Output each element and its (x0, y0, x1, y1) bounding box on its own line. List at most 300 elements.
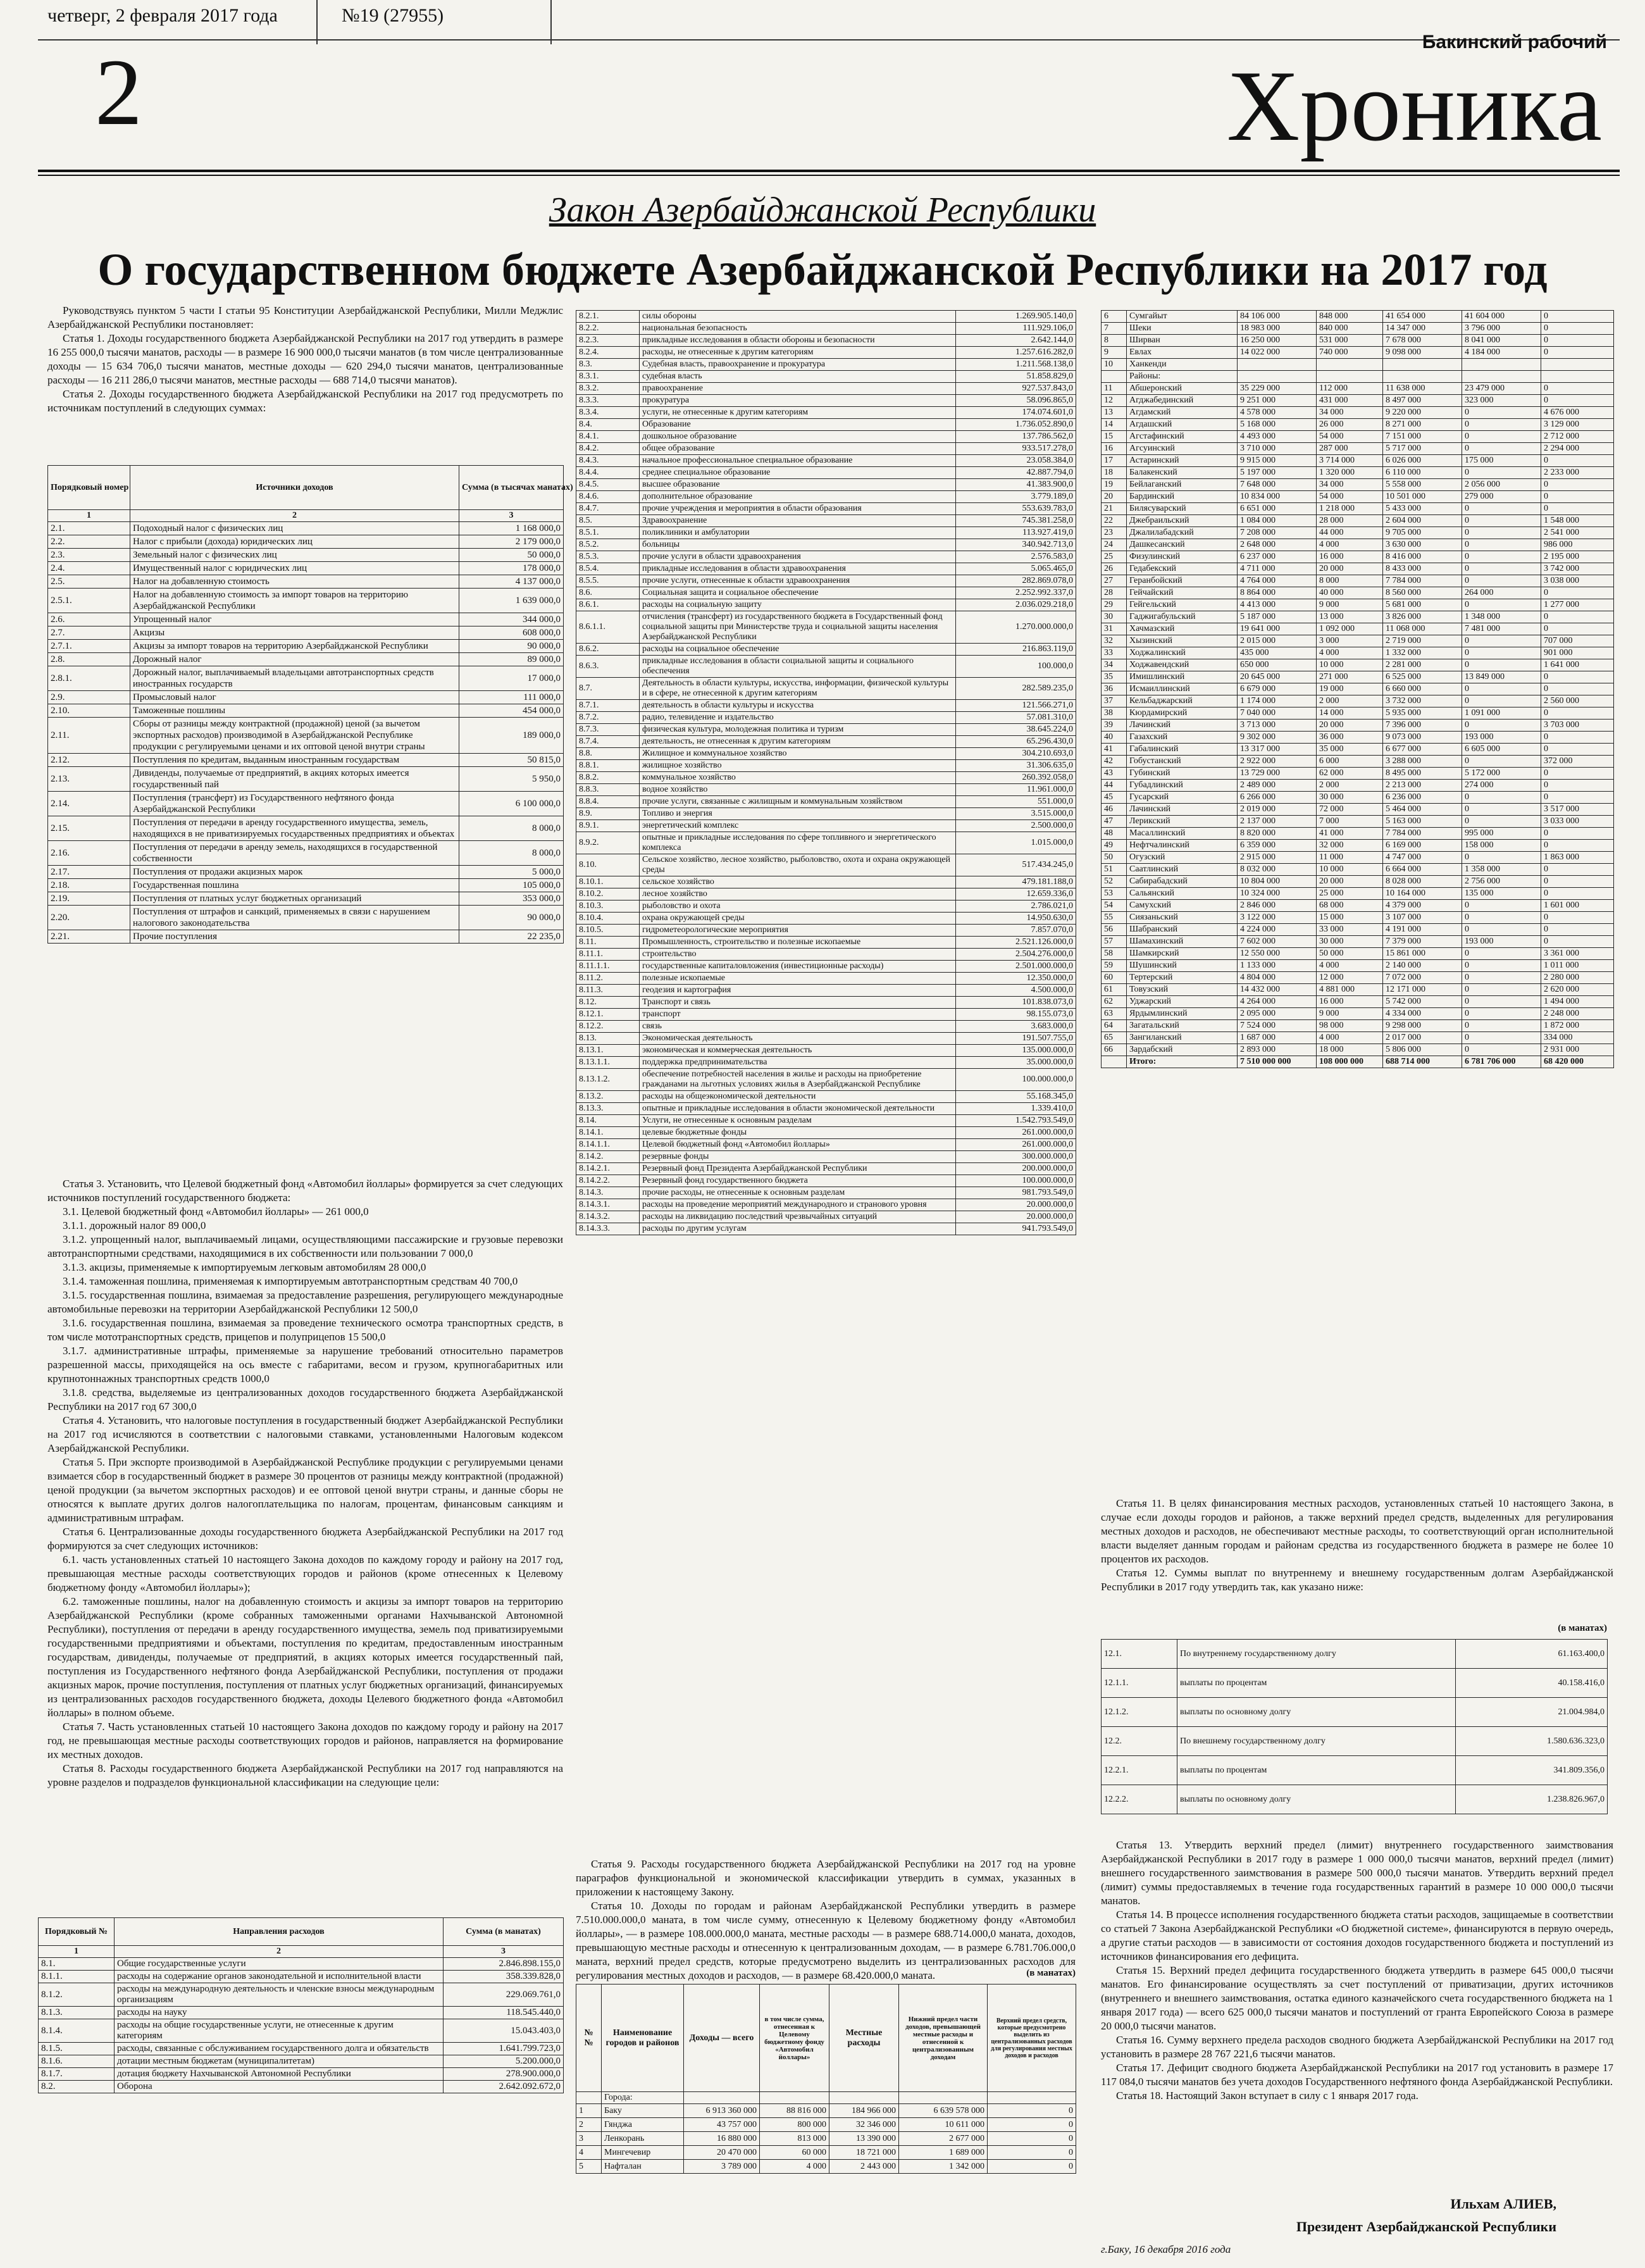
table-cell: 5 742 000 (1383, 996, 1462, 1008)
table-row (48, 906, 564, 930)
table-cell: сельское хозяйство (640, 876, 956, 888)
table-cell: 40.158.416,0 (1456, 1669, 1608, 1698)
table-cell: 2 443 000 (829, 2160, 899, 2174)
table-cell (1317, 359, 1383, 371)
table-cell: 927.537.843,0 (956, 383, 1076, 395)
table-cell: 60 000 (760, 2146, 829, 2160)
expense-table-mid (576, 310, 1076, 1235)
table-row (1102, 984, 1614, 996)
table-cell: 40 (1102, 732, 1127, 744)
table-cell: 0 (1462, 599, 1541, 611)
table-cell: 5 (576, 2160, 602, 2174)
table-cell: 0 (1541, 936, 1614, 948)
table-row (576, 656, 1076, 678)
table-row (576, 712, 1076, 724)
table-cell: 6 664 000 (1383, 864, 1462, 876)
table-row (1102, 1698, 1608, 1727)
table-cell: экономическая и коммерческая деятельность (640, 1045, 956, 1057)
table-cell: 2.13. (48, 767, 130, 792)
table-cell: 3 742 000 (1541, 563, 1614, 575)
table-cell: 2 140 000 (1383, 960, 1462, 972)
table-cell: 800 000 (760, 2118, 829, 2132)
table-cell: 16 000 (1317, 996, 1383, 1008)
table-cell: 8.7.2. (576, 712, 640, 724)
table-row (576, 359, 1076, 371)
table-cell: 13 729 000 (1238, 768, 1317, 780)
table-row (576, 913, 1076, 925)
table-cell: 1 320 000 (1317, 467, 1383, 479)
table-cell: Лачинский (1127, 720, 1238, 732)
table-cell: Агдамский (1127, 407, 1238, 419)
table-cell: 1 348 000 (1462, 611, 1541, 623)
table-cell: 3 038 000 (1541, 575, 1614, 587)
table-cell: Евлах (1127, 347, 1238, 359)
table-cell: судебная власть (640, 371, 956, 383)
table-cell: 65.296.430,0 (956, 736, 1076, 748)
table-cell (1383, 359, 1462, 371)
table-cell: 13 849 000 (1462, 671, 1541, 683)
table-cell: 100.000.000,0 (956, 1069, 1076, 1091)
table-cell: дотация бюджету Нахчыванской Автономной Республики (115, 2068, 444, 2081)
table-cell: 5 806 000 (1383, 1044, 1462, 1056)
table-cell: 38 (1102, 707, 1127, 720)
table-cell: 200.000.000,0 (956, 1163, 1076, 1175)
table-cell: 4 191 000 (1383, 924, 1462, 936)
col-number: 2 (130, 510, 459, 522)
table-row (1102, 1640, 1608, 1669)
col-header: Нижний предел части доходов, превышающей местные расходы и отнесенной к централизованным доходам (899, 1984, 988, 2092)
col-header: Сумма (в манатах) (444, 1918, 564, 1946)
table-cell: 1 (576, 2104, 602, 2118)
table-cell: 11 (1102, 383, 1127, 395)
table-row (576, 383, 1076, 395)
table-cell: 89 000,0 (459, 653, 564, 666)
col-number: 1 (48, 510, 130, 522)
table-cell: 10 804 000 (1238, 876, 1317, 888)
issue-number: №19 (27955) (342, 5, 444, 26)
table-cell: Поступления от платных услуг бюджетных организаций (130, 892, 459, 906)
table-cell: 323 000 (1462, 395, 1541, 407)
table-row (1102, 383, 1614, 395)
table-cell: 8.8.1. (576, 760, 640, 772)
table-cell: Промысловый налог (130, 691, 459, 704)
table-cell: 11 068 000 (1383, 623, 1462, 635)
table-cell: 334 000 (1541, 1032, 1614, 1044)
table-cell: 8.11.1. (576, 949, 640, 961)
table-row (576, 1009, 1076, 1021)
table-cell (1462, 359, 1541, 371)
table-row (576, 527, 1076, 539)
table-cell: 30 000 (1317, 936, 1383, 948)
table-cell: 4 334 000 (1383, 1008, 1462, 1020)
table-cell: Агдашский (1127, 419, 1238, 431)
table-cell: 46 (1102, 804, 1127, 816)
table-cell: 8 497 000 (1383, 395, 1462, 407)
table-row (576, 1127, 1076, 1139)
total-cell: 6 781 706 000 (1462, 1056, 1541, 1068)
table-cell: 1 332 000 (1383, 647, 1462, 659)
table-cell: 986 000 (1541, 539, 1614, 551)
table-cell: 8.4.3. (576, 455, 640, 467)
table-cell: Загатальский (1127, 1020, 1238, 1032)
table-cell: 0 (1462, 756, 1541, 768)
table-cell: 11 000 (1317, 852, 1383, 864)
table-cell: 8.5.1. (576, 527, 640, 539)
table-cell: 8.1.3. (39, 2007, 115, 2019)
table-cell: 54 000 (1317, 431, 1383, 443)
table-cell: 0 (1462, 659, 1541, 671)
table-row (576, 854, 1076, 876)
table-row (576, 772, 1076, 784)
table-cell: 8 416 000 (1383, 551, 1462, 563)
table-cell: 0 (988, 2146, 1076, 2160)
table-cell: 40 000 (1317, 587, 1383, 599)
table-cell: Уджарский (1127, 996, 1238, 1008)
table-cell: 5 000,0 (459, 866, 564, 879)
col-number: 3 (444, 1946, 564, 1958)
table-cell: Таможенные пошлины (130, 704, 459, 718)
table-cell: 8.3.3. (576, 395, 640, 407)
table-row (48, 767, 564, 792)
table-cell: 8.12.1. (576, 1009, 640, 1021)
col-header: Наименование городов и районов (602, 1984, 684, 2092)
table-cell: поддержка предпринимательства (640, 1057, 956, 1069)
table-cell: 0 (1462, 503, 1541, 515)
table-cell: 8.10.2. (576, 888, 640, 900)
table-cell: 8.9. (576, 808, 640, 820)
table-cell: 8 (1102, 335, 1127, 347)
table-cell: 8.5.5. (576, 575, 640, 587)
table-row (1102, 599, 1614, 611)
table-row (48, 549, 564, 562)
table-cell: 1.270.000.000,0 (956, 611, 1076, 644)
table-cell: 8.6.2. (576, 644, 640, 656)
table-cell: 6 237 000 (1238, 551, 1317, 563)
table-cell: 8.10.5. (576, 925, 640, 937)
table-cell: 4 000 (1317, 1032, 1383, 1044)
table-cell: 6 359 000 (1238, 840, 1317, 852)
table-cell: расходы, связанные с обслуживанием государственного долга и обязательств (115, 2043, 444, 2055)
table-cell: 8.7. (576, 678, 640, 700)
table-cell: 2 000 (1317, 780, 1383, 792)
table-cell: 0 (988, 2132, 1076, 2146)
table-row (1102, 671, 1614, 683)
table-cell: 282.869.078,0 (956, 575, 1076, 587)
table-cell: 16 (1102, 443, 1127, 455)
table-cell: 2.3. (48, 549, 130, 562)
table-cell: Услуги, не отнесенные к основным разделам (640, 1115, 956, 1127)
table-cell: 42 (1102, 756, 1127, 768)
table-cell: 1.339.410,0 (956, 1103, 1076, 1115)
table-cell: 2.7.1. (48, 640, 130, 653)
table-cell: 8.1.6. (39, 2055, 115, 2068)
table-cell: 12 000 (1317, 972, 1383, 984)
table-cell: 20.000.000,0 (956, 1211, 1076, 1223)
table-cell: 20 (1102, 491, 1127, 503)
table-row (1102, 864, 1614, 876)
table-cell: 8.10.1. (576, 876, 640, 888)
article-text: 3.1.4. таможенная пошлина, применяемая к импортируемым автотранспортным средствам 40 700,0 (63, 1275, 518, 1287)
table-row (48, 613, 564, 626)
article-text: Статья 15. Верхний предел дефицита государственного бюджета утвердить в размере 645 000,0 тысячи манатов. Его финансирование осуществлять за счет поступлений от приватизации, других источников (внутреннего и внешнего заимствования, остатка единого казначейского счета государственного бюджета на 1 января 2017 года) — всего 625 000,0 тысячи манатов и поступлений от гранта Европейского Союза в размере 20 000,0 тысячи манатов. (1101, 1964, 1613, 2032)
table-cell: 9 298 000 (1383, 1020, 1462, 1032)
table-cell: 8.13.2. (576, 1091, 640, 1103)
table-cell: 8.1.5. (39, 2043, 115, 2055)
table-cell: 608 000,0 (459, 626, 564, 640)
table-row (1102, 695, 1614, 707)
table-cell: 0 (1462, 792, 1541, 804)
table-cell: гидрометеорологические мероприятия (640, 925, 956, 937)
table-cell: 16 880 000 (684, 2132, 760, 2146)
newspaper-name: Бакинский рабочий (1422, 32, 1607, 53)
header-divider (316, 0, 318, 44)
table-cell: 0 (1541, 479, 1614, 491)
table-cell: выплаты по процентам (1177, 1669, 1456, 1698)
table-cell: 0 (1462, 419, 1541, 431)
table-cell: 9 220 000 (1383, 407, 1462, 419)
table-row (48, 930, 564, 944)
table-cell: Гобустанский (1127, 756, 1238, 768)
table-cell: 1.269.905.140,0 (956, 311, 1076, 323)
table-row (1102, 1020, 1614, 1032)
header-divider (550, 0, 552, 44)
table-cell: 6 169 000 (1383, 840, 1462, 852)
table-cell: больницы (640, 539, 956, 551)
table-cell: силы обороны (640, 311, 956, 323)
table-row (1102, 575, 1614, 587)
table-cell: Огузский (1127, 852, 1238, 864)
expense-table-left (38, 1917, 563, 2093)
table-cell: 650 000 (1238, 659, 1317, 671)
article-text: 3.1.2. упрощенный налог, выплачиваемый лицами, осуществляющими пассажирские и грузовые перевозки автотранспортными средствами, находящимися в их собственности или пользовании 7 000,0 (47, 1233, 563, 1259)
table-cell: 5 717 000 (1383, 443, 1462, 455)
table-cell: 4 137 000,0 (459, 575, 564, 589)
table-cell: 39 (1102, 720, 1127, 732)
table-cell: 25 000 (1317, 888, 1383, 900)
table-cell: 2 560 000 (1541, 695, 1614, 707)
table-cell: 8.13.1. (576, 1045, 640, 1057)
table-cell: 8.12.2. (576, 1021, 640, 1033)
table-cell: 5 464 000 (1383, 804, 1462, 816)
table-cell: 90 000,0 (459, 906, 564, 930)
table-row (1102, 611, 1614, 623)
table-cell: 0 (1541, 611, 1614, 623)
table-row (576, 467, 1076, 479)
table-cell: 1.211.568.138,0 (956, 359, 1076, 371)
table-cell: 4 (576, 2146, 602, 2160)
table-cell: Дорожный налог (130, 653, 459, 666)
table-cell: Налог на добавленную стоимость (130, 575, 459, 589)
table-cell: 8.14. (576, 1115, 640, 1127)
table-cell: 7 648 000 (1238, 479, 1317, 491)
table-row (1102, 720, 1614, 732)
table-row (48, 666, 564, 691)
table-row (1102, 467, 1614, 479)
table-cell: 8.6. (576, 587, 640, 599)
table-cell: Поступления от штрафов и санкций, применяемых в связи с нарушением налогового законодательства (130, 906, 459, 930)
table-row (576, 431, 1076, 443)
table-cell: 848 000 (1317, 311, 1383, 323)
debt-unit: (в манатах) (1558, 1623, 1607, 1633)
table-cell: 23 (1102, 527, 1127, 539)
table-cell: расходы на международную деятельность и членские взносы международным организациям (115, 1983, 444, 2007)
table-cell: 2 489 000 (1238, 780, 1317, 792)
table-cell: Целевой бюджетный фонд «Автомобил йоллары» (640, 1139, 956, 1151)
table-cell: Налог с прибыли (дохода) юридических лиц (130, 535, 459, 549)
table-cell: 8 032 000 (1238, 864, 1317, 876)
table-cell: 28 000 (1317, 515, 1383, 527)
table-cell: охрана окружающей среды (640, 913, 956, 925)
table-cell: 2.14. (48, 792, 130, 816)
table-cell: 3 361 000 (1541, 948, 1614, 960)
table-row (48, 562, 564, 575)
table-cell: 6 (1102, 311, 1127, 323)
articles-13-18 (1101, 1838, 1613, 2180)
table-cell: 41 654 000 (1383, 311, 1462, 323)
title-rule (38, 170, 1620, 172)
table-cell: 2 648 000 (1238, 539, 1317, 551)
table-cell: 174.074.601,0 (956, 407, 1076, 419)
table-cell: 2.642.092.672,0 (444, 2081, 564, 2093)
table-cell: Джебраильский (1127, 515, 1238, 527)
table-cell: Ширван (1127, 335, 1238, 347)
table-cell: 12.1.1. (1102, 1669, 1177, 1698)
table-cell: 8.2. (39, 2081, 115, 2093)
table-cell: 1 548 000 (1541, 515, 1614, 527)
table-cell: 0 (1541, 840, 1614, 852)
table-cell: Гусарский (1127, 792, 1238, 804)
table-cell: 8.8. (576, 748, 640, 760)
table-cell: 0 (1462, 996, 1541, 1008)
table-cell: опытные и прикладные исследования по сфере топливного и энергетического комплекса (640, 832, 956, 854)
table-cell: 98 000 (1317, 1020, 1383, 1032)
table-cell: 135 000 (1462, 888, 1541, 900)
table-cell: Подоходный налог с физических лиц (130, 522, 459, 535)
table-cell: 0 (1541, 732, 1614, 744)
article-text: Статья 18. Настоящий Закон вступает в силу с 1 января 2017 года. (1116, 2090, 1418, 2102)
table-row (576, 551, 1076, 563)
table-cell: 18 983 000 (1238, 323, 1317, 335)
table-cell: 0 (1541, 683, 1614, 695)
table-cell: 8.14.3. (576, 1187, 640, 1199)
table-cell: 9 000 (1317, 1008, 1383, 1020)
table-cell: 54 000 (1317, 491, 1383, 503)
article-text: 3.1.6. государственная пошлина, взимаемая за проведение технического осмотра транспортных средств, в том числе мототранспортных средств, прицепов и полуприцепов 15 500,0 (47, 1317, 563, 1343)
table-row (1102, 431, 1614, 443)
table-cell: 5.200.000,0 (444, 2055, 564, 2068)
table-cell: 1 218 000 (1317, 503, 1383, 515)
table-row (1102, 888, 1614, 900)
table-row (48, 704, 564, 718)
table-cell: Прочие поступления (130, 930, 459, 944)
table-cell: 3.779.189,0 (956, 491, 1076, 503)
col-header: Источники доходов (130, 466, 459, 510)
table-cell: Хачмазский (1127, 623, 1238, 635)
table-cell: 6 660 000 (1383, 683, 1462, 695)
table-cell: 5 163 000 (1383, 816, 1462, 828)
table-cell: выплаты по процентам (1177, 1756, 1456, 1785)
table-cell: 31 (1102, 623, 1127, 635)
table-cell: 2.18. (48, 879, 130, 892)
table-cell: 1 687 000 (1238, 1032, 1317, 1044)
table-cell: 2 056 000 (1462, 479, 1541, 491)
table-cell: Нафталан (602, 2160, 684, 2174)
table-cell: Шамахинский (1127, 936, 1238, 948)
table-row (1102, 683, 1614, 695)
table-cell: 2 195 000 (1541, 551, 1614, 563)
table-cell: Физулинский (1127, 551, 1238, 563)
table-cell: 264 000 (1462, 587, 1541, 599)
debt-table (1101, 1639, 1607, 1814)
table-cell: Поступления от продажи акцизных марок (130, 866, 459, 879)
table-cell: 8.12. (576, 997, 640, 1009)
table-cell: 0 (1462, 695, 1541, 707)
table-cell: 2.846.898.155,0 (444, 1958, 564, 1971)
table-cell: 50 815,0 (459, 754, 564, 767)
table-row (1102, 707, 1614, 720)
table-cell: 0 (1462, 984, 1541, 996)
table-cell: 8.3. (576, 359, 640, 371)
table-cell: 41 604 000 (1462, 311, 1541, 323)
table-cell: Деятельность в области культуры, искусства, информации, физической культуры и в сфере, не отнесенной к другим категориям (640, 678, 956, 700)
table-cell: Транспорт и связь (640, 997, 956, 1009)
table-cell: 22 235,0 (459, 930, 564, 944)
table-cell: 8.6.1.1. (576, 611, 640, 644)
table-cell: 23 479 000 (1462, 383, 1541, 395)
table-cell: 7.857.070,0 (956, 925, 1076, 937)
table-cell: 2.20. (48, 906, 130, 930)
table-cell: 5.065.465,0 (956, 563, 1076, 575)
table-cell: 1 863 000 (1541, 852, 1614, 864)
table-cell: 8.14.1.1. (576, 1139, 640, 1151)
table-cell: связь (640, 1021, 956, 1033)
table-row (576, 443, 1076, 455)
table-cell: 8.2.3. (576, 335, 640, 347)
table-cell: Земельный налог с физических лиц (130, 549, 459, 562)
table-cell: 6 000 (1317, 756, 1383, 768)
table-cell: 0 (1541, 768, 1614, 780)
table-row (1102, 347, 1614, 359)
article-text: Статья 3. Установить, что Целевой бюджетный фонд «Автомобил йоллары» формируется за счет следующих источников поступлений государственного бюджета: (47, 1178, 563, 1204)
table-cell: 2.036.029.218,0 (956, 599, 1076, 611)
table-cell: прикладные исследования в области социальной защиты и социального обеспечения (640, 656, 956, 678)
table-cell: 100.000,0 (956, 656, 1076, 678)
article-text: Статья 13. Утвердить верхний предел (лимит) внутреннего государственного заимствования Азербайджанской Республики в 2017 году в размере 1 000 000,0 тысячи манатов, верхний предел (лимит) внешнего государственного заимствования в размере 500 000,0 тысячи манатов. Утвердить верхний предел (лимит) суммы предоставляемых в течение года государственных гарантий в размере 10 000 000,0 тысячи манатов. (1101, 1839, 1613, 1907)
table-cell: 0 (1462, 635, 1541, 647)
table-cell: 8 864 000 (1238, 587, 1317, 599)
table-cell: 0 (1462, 1020, 1541, 1032)
table-cell: 2.1. (48, 522, 130, 535)
table-cell: 0 (1541, 323, 1614, 335)
table-cell: 8 028 000 (1383, 876, 1462, 888)
table-cell: 8.6.1. (576, 599, 640, 611)
table-cell: 2 620 000 (1541, 984, 1614, 996)
table-cell: 12 (1102, 395, 1127, 407)
table-cell: 45 (1102, 792, 1127, 804)
table-cell: Поступления (трансферт) из Государственного нефтяного фонда Азербайджанской Республики (130, 792, 459, 816)
table-row (1102, 792, 1614, 804)
table-cell: 553.639.783,0 (956, 503, 1076, 515)
table-cell: 36 (1102, 683, 1127, 695)
table-cell: 43 (1102, 768, 1127, 780)
table-cell: Лачинский (1127, 804, 1238, 816)
table-cell: строительство (640, 949, 956, 961)
table-cell: 15 000 (1317, 912, 1383, 924)
table-cell: 137.786.562,0 (956, 431, 1076, 443)
article-text: 6.1. часть установленных статьей 10 настоящего Закона доходов по каждому городу и району на 2017 год, превышающая местные расходы соответствующих городов и районов (кроме отнесенных к Целевому бюджетному фонду «Автомобил йоллары»); (47, 1554, 563, 1593)
table-cell: 17 000,0 (459, 666, 564, 691)
table-cell: 372 000 (1541, 756, 1614, 768)
